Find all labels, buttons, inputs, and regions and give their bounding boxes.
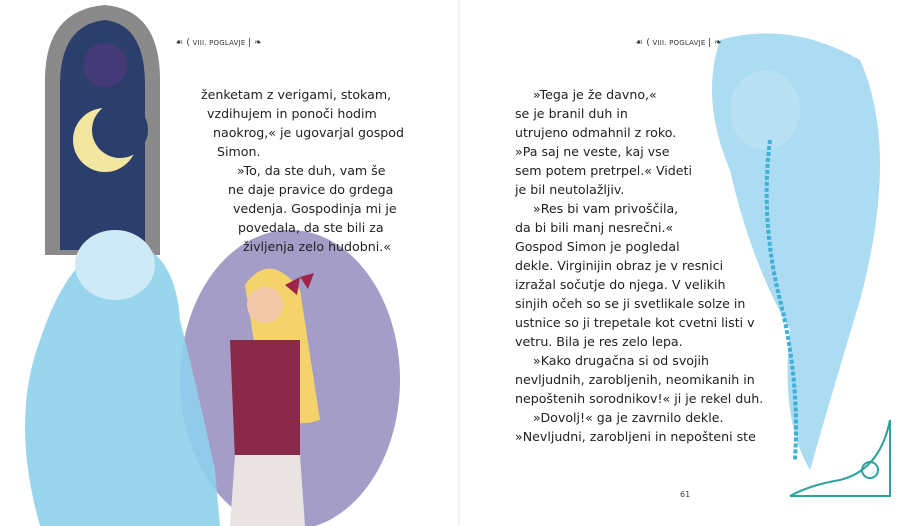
text-line: »Kako drugačna si od svojih: [533, 353, 709, 368]
text-line: Simon.: [217, 144, 261, 159]
girl-face: [247, 287, 283, 323]
text-line: nepoštenih sorodnikov!« ji je rekel duh.: [515, 391, 764, 406]
header-ornament-left: ☙ (: [175, 38, 191, 48]
chapter-title: VIII. POGLAVJE: [192, 39, 246, 47]
text-line: »To, da ste duh, vam še: [237, 163, 386, 178]
header-ornament-left: ☙ (: [635, 38, 651, 48]
running-header: [635, 38, 722, 48]
girl-shirt: [230, 340, 300, 460]
text-line: vedenja. Gospodinja mi je: [233, 201, 397, 216]
moon-shadow: [92, 102, 148, 158]
text-line: sinjih očeh so se ji svetlikale solze in: [515, 296, 746, 311]
text-line: ženketam z verigami, stokam,: [201, 87, 392, 102]
text-line: dekle. Virginijin obraz je v resnici: [515, 258, 724, 273]
text-line: izražal sočutje do njega. V velikih: [515, 277, 726, 292]
left-page: [0, 0, 459, 526]
text-line: življenja zelo hudobni.«: [243, 239, 391, 254]
girl-pants: [230, 455, 305, 526]
page-number: 61: [680, 490, 691, 499]
text-line: vzdihujem in ponoči hodim: [207, 106, 377, 121]
text-line: Gospod Simon je pogledal: [515, 239, 680, 254]
text-line: se je branil duh in: [515, 106, 628, 121]
chapter-title: VIII. POGLAVJE: [652, 39, 706, 47]
text-line: »Tega je že davno,«: [533, 87, 657, 102]
text-line: utrujeno odmahnil z roko.: [515, 125, 677, 140]
text-line: sem potem pretrpel.« Videti: [515, 163, 692, 178]
corner-ornament-swirl: [862, 462, 878, 478]
text-line: »Dovolj!« ga je zavrnilo dekle.: [533, 410, 724, 425]
text-line: nevljudnih, zarobljenih, neomikanih in: [515, 372, 755, 387]
right-page: [460, 0, 919, 526]
text-line: da bi bili manj nesrečni.«: [515, 220, 674, 235]
running-header: [175, 38, 262, 48]
header-ornament-right: | ❧: [248, 38, 263, 48]
text-line: vetru. Bila je res zelo lepa.: [515, 334, 683, 349]
ghost-head: [75, 230, 155, 300]
text-line: povedala, da ste bili za: [238, 220, 384, 235]
text-line: je bil neutolažljiv.: [515, 182, 625, 197]
text-line: naokrog,« je ugovarjal gospod: [213, 125, 404, 140]
illustration-ghost-window-girl: [0, 0, 459, 526]
text-line: »Res bi vam privoščila,: [533, 201, 679, 216]
text-line: ne daje pravice do grdega: [228, 182, 394, 197]
rose-window: [83, 43, 127, 87]
text-line: ustnice so ji trepetale kot cvetni listi v: [515, 315, 755, 330]
header-ornament-right: | ❧: [708, 38, 723, 48]
ghost-head: [730, 70, 800, 150]
text-line: »Pa saj ne veste, kaj vse: [515, 144, 670, 159]
text-line: »Nevljudni, zarobljeni in nepošteni ste: [515, 429, 756, 444]
